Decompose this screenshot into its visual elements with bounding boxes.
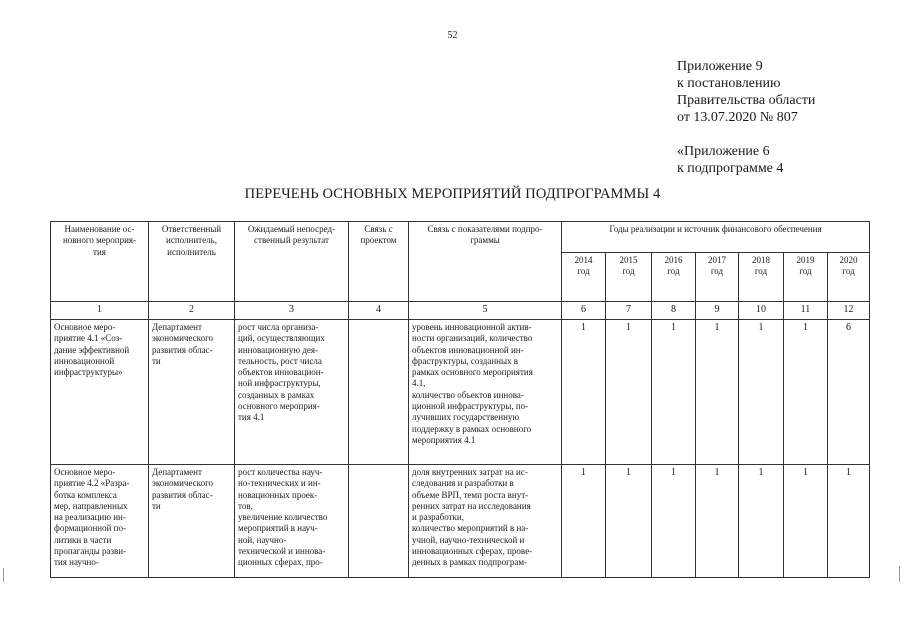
header-cell-years-group: Годы реализации и источник финансового обеспечения [562, 222, 870, 253]
year-value-cell: 1 [696, 320, 739, 465]
column-number: 11 [784, 302, 828, 320]
appendix-line: к постановлению [677, 76, 781, 91]
appendix-line: от 13.07.2020 № 807 [677, 110, 798, 125]
table-header-row [51, 222, 870, 253]
responsible-cell: Департамент экономического развития облас- ти [149, 465, 235, 578]
year-header: 2020 год [828, 253, 870, 302]
year-value-cell: 1 [562, 465, 606, 578]
column-number: 9 [696, 302, 739, 320]
appendix-line: к подпрограмме 4 [677, 161, 784, 176]
year-value-cell: 1 [696, 465, 739, 578]
appendix-line: Правительства области [677, 93, 816, 108]
header-cell: Связь с показателями подпро- граммы [409, 222, 562, 302]
year-header: 2019 год [784, 253, 828, 302]
indicators-cell: уровень инновационной актив- ности организаций, количество объектов инновационной ин- фраструктуры, созданных в рамках основного мероприятия 4.1, количество объектов иннова- ционной инфраструктуры, по- лучивших государственную поддержку в рамках основного мероприятия 4.1 [409, 320, 562, 465]
column-number: 3 [235, 302, 349, 320]
year-value-cell: 1 [828, 465, 870, 578]
project-cell [349, 320, 409, 465]
year-header: 2016 год [652, 253, 696, 302]
column-number: 10 [739, 302, 784, 320]
measures-table [50, 221, 870, 578]
column-number-row [51, 302, 870, 320]
year-value-cell: 1 [652, 465, 696, 578]
year-value-cell: 6 [828, 320, 870, 465]
header-cell: Ожидаемый непосред- ственный результат [235, 222, 349, 302]
column-number: 12 [828, 302, 870, 320]
header-cell: Ответственный исполнитель, исполнитель [149, 222, 235, 302]
column-number: 4 [349, 302, 409, 320]
year-value-cell: 1 [739, 465, 784, 578]
result-cell: рост количества науч- но-технических и ин- новационных проек- тов, увеличение количество мероприятий в науч- ной, научно- технической и иннова- ционных сферах, про- [235, 465, 349, 578]
responsible-cell: Департамент экономического развития облас- ти [149, 320, 235, 465]
header-cell: Связь с проектом [349, 222, 409, 302]
year-value-cell: 1 [652, 320, 696, 465]
year-value-cell: 1 [739, 320, 784, 465]
appendix-subprogram-block [677, 143, 783, 177]
project-cell [349, 465, 409, 578]
year-header: 2018 год [739, 253, 784, 302]
year-header: 2017 год [696, 253, 739, 302]
appendix-line: Приложение 9 [677, 59, 763, 74]
document-title: ПЕРЕЧЕНЬ ОСНОВНЫХ МЕРОПРИЯТИЙ ПОДПРОГРАММЫ 4 [244, 186, 661, 202]
appendix-line: «Приложение 6 [677, 144, 770, 159]
table-row [51, 320, 870, 465]
column-number: 1 [51, 302, 149, 320]
result-cell: рост числа организа- ций, осуществляющих инновационную дея- тельность, рост числа объектов инновацион- ной инфраструктуры, созданных в рамках основного мероприя- тия 4.1 [235, 320, 349, 465]
measure-name-cell: Основное меро- приятие 4.1 «Соз- дание эффективной инновационной инфраструктуры» [51, 320, 149, 465]
table-row [51, 465, 870, 578]
year-value-cell: 1 [784, 320, 828, 465]
year-value-cell: 1 [606, 465, 652, 578]
header-cell: Наименование ос- новного мероприя- тия [51, 222, 149, 302]
page-number: 52 [447, 30, 458, 41]
column-number: 6 [562, 302, 606, 320]
indicators-cell: доля внутренних затрат на ис- следования и разработки в объеме ВРП, темп роста внут- ренних затрат на исследования и разработки, количество мероприятий в на- учной, научно-технической и инновационных сферах, прове- денных в рамках подпрограм- [409, 465, 562, 578]
scan-edge-mark [899, 566, 900, 582]
year-header: 2015 год [606, 253, 652, 302]
column-number: 5 [409, 302, 562, 320]
column-number: 2 [149, 302, 235, 320]
appendix-block [677, 58, 815, 126]
year-value-cell: 1 [562, 320, 606, 465]
measure-name-cell: Основное меро- приятие 4.2 «Разра- ботка комплекса мер, направленных на реализацию ин- формационной по- литики в части пропаганды разви- тия научно- [51, 465, 149, 578]
column-number: 8 [652, 302, 696, 320]
column-number: 7 [606, 302, 652, 320]
year-value-cell: 1 [606, 320, 652, 465]
scan-edge-mark [3, 568, 4, 582]
year-header: 2014 год [562, 253, 606, 302]
year-value-cell: 1 [784, 465, 828, 578]
